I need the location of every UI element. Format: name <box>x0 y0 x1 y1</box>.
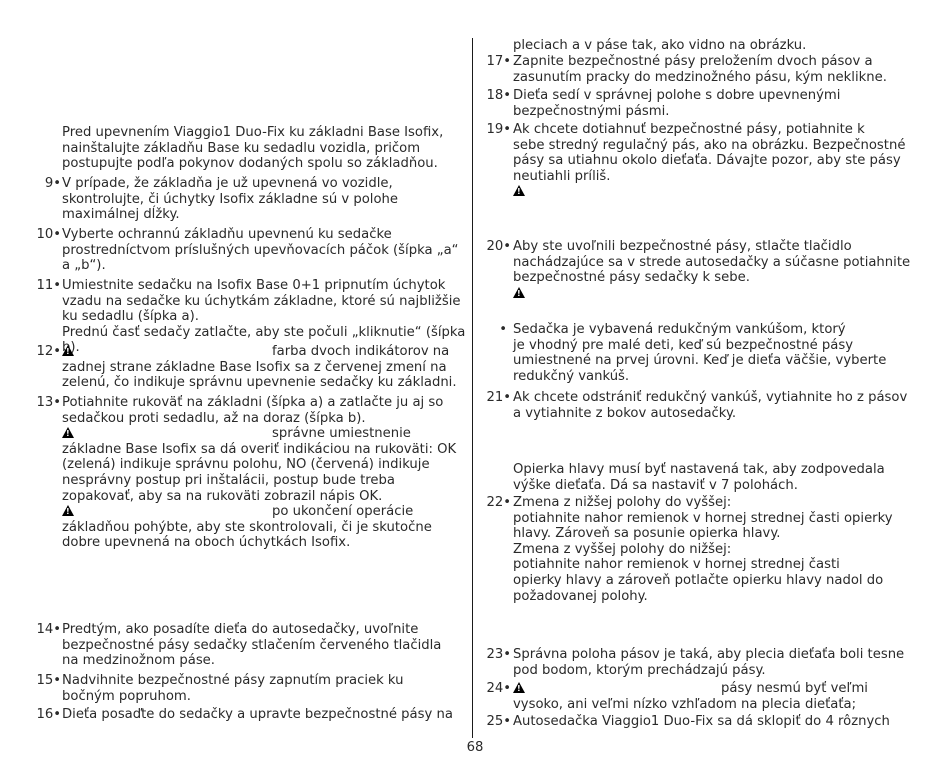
warning-icon <box>62 505 74 516</box>
left-intro: Pred upevnením Viaggio1 Duo-Fix ku základni Base Isofix, nainštalujte základňu Base ku sedadlu vozidla, pričom postupujte podľa pokynov dodaných spolu so základňou. <box>62 125 444 172</box>
warning-icon <box>513 682 525 693</box>
right-continuation: pleciach a v páse tak, ako vidno na obrázku. <box>513 38 807 53</box>
warning-icon <box>513 287 525 298</box>
warning-icon <box>62 345 74 356</box>
headrest-intro: Opierka hlavy musí byť nastavená tak, aby zodpovedala výške dieťaťa. Dá sa nastaviť v 7 polohách. <box>513 462 885 493</box>
warning-icon <box>513 185 525 196</box>
column-divider <box>472 38 473 738</box>
page-number: 68 <box>466 740 484 755</box>
warning-icon <box>62 427 74 438</box>
